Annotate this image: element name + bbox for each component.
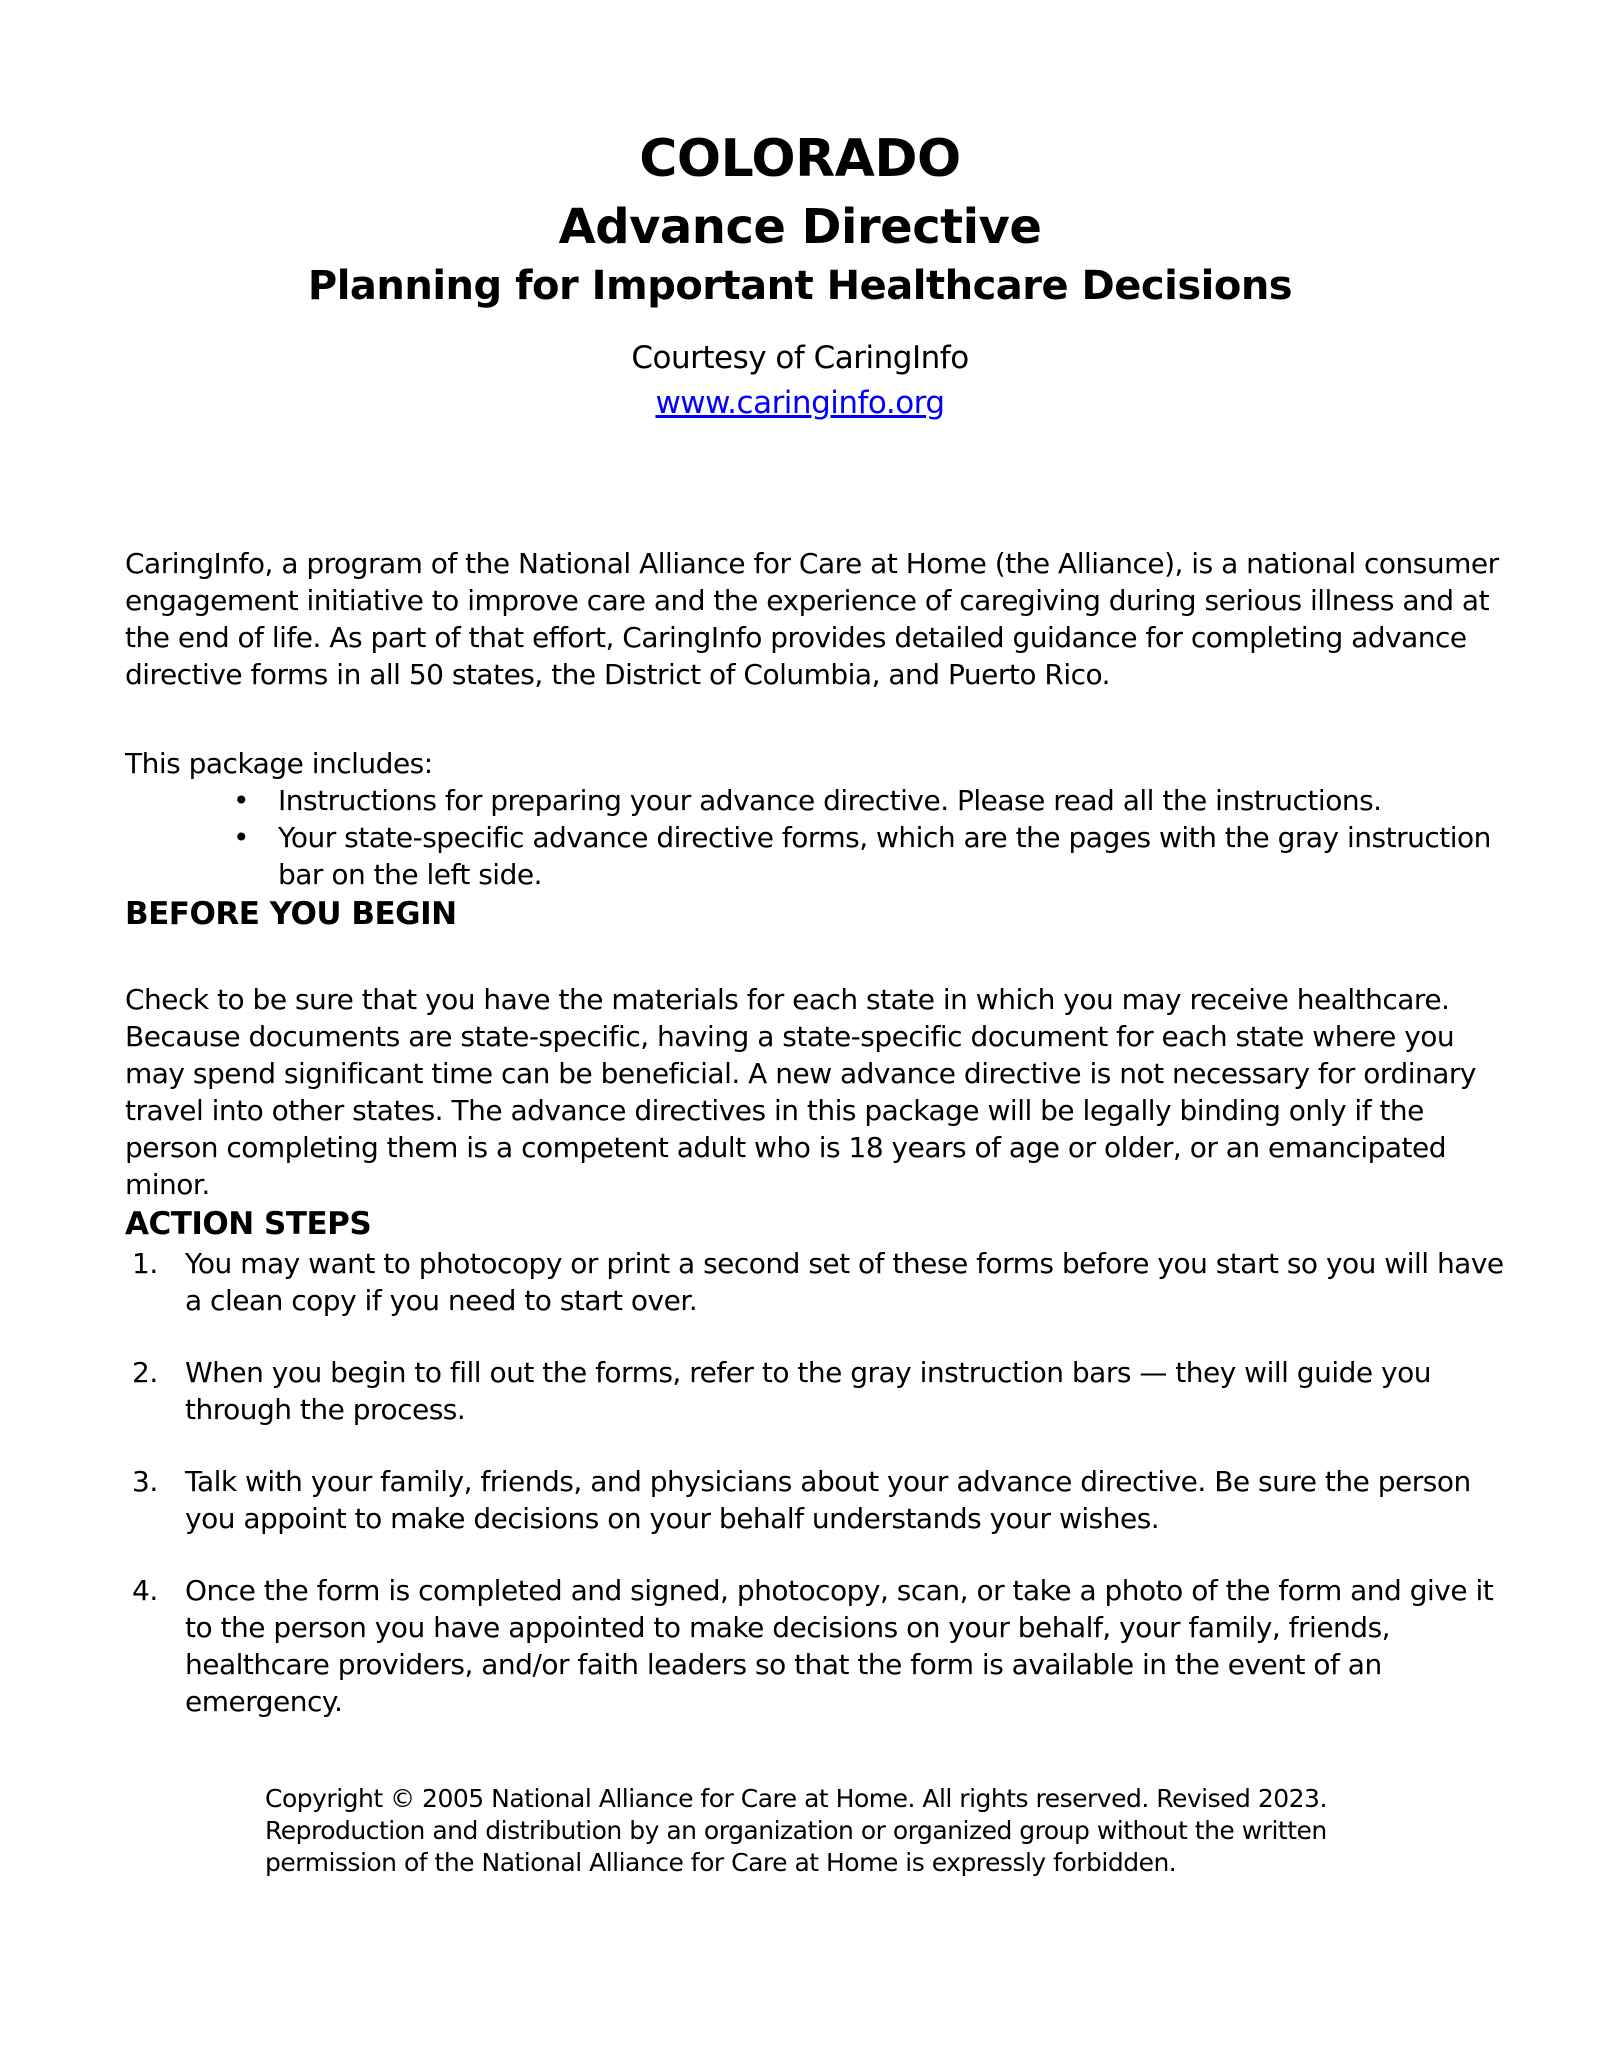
action-step-number: 2. [132, 1356, 158, 1389]
copyright-line: Reproduction and distribution by an organization or organized group without the written [265, 1816, 1327, 1845]
before-you-begin-paragraph: Check to be sure that you have the materials for each state in which you may receive healthcare. Because documents are state-specific, having a state-specific document for each state where you may spend significant time can be beneficial. A new advance directive is not necessary for ordinary travel into other states. The advance directives in this package will be legally binding only if the person completing them is a competent adult who is 18 years of age or older, or an emancipated minor. [125, 983, 1476, 1201]
action-step-number: 3. [132, 1465, 158, 1498]
package-bullet-list [125, 782, 1505, 893]
before-you-begin-heading: BEFORE YOU BEGIN [125, 896, 457, 932]
action-step-text: When you begin to fill out the forms, refer to the gray instruction bars — they will guide you through the process. [185, 1356, 1431, 1426]
bullet-text: Your state-specific advance directive forms, which are the pages with the gray instruction bar on the left side. [278, 821, 1491, 891]
bullet-item [233, 782, 1505, 819]
copyright-line: permission of the National Alliance for Care at Home is expressly forbidden. [265, 1848, 1177, 1877]
intro-paragraph: CaringInfo, a program of the National Alliance for Care at Home (the Alliance), is a national consumer engagement initiative to improve care and the experience of caregiving during serious illness and at the end of life. As part of that effort, CaringInfo provides detailed guidance for completing advance directive forms in all 50 states, the District of Columbia, and Puerto Rico. [125, 547, 1499, 691]
action-step-text: Talk with your family, friends, and physicians about your advance directive. Be sure the person you appoint to make decisions on your behalf understands your wishes. [185, 1465, 1471, 1535]
action-step-item [132, 1463, 1505, 1537]
action-step-item [132, 1354, 1505, 1428]
action-steps-list [125, 1245, 1505, 1720]
copyright-line: Copyright © 2005 National Alliance for Care at Home. All rights reserved. Revised 2023. [265, 1784, 1327, 1813]
bullet-icon: • [233, 784, 250, 817]
action-step-item [132, 1245, 1505, 1319]
action-step-text: You may want to photocopy or print a second set of these forms before you start so you will have a clean copy if you need to start over. [185, 1247, 1504, 1317]
copyright-notice [265, 1783, 1505, 1879]
link-line [125, 381, 1475, 425]
bullet-text: Instructions for preparing your advance directive. Please read all the instructions. [278, 784, 1382, 817]
action-step-item [132, 1572, 1505, 1720]
bullet-item [233, 819, 1505, 893]
courtesy-line: Courtesy of CaringInfo [631, 340, 969, 376]
state-title: COLORADO [639, 129, 961, 189]
action-step-text: Once the form is completed and signed, photocopy, scan, or take a photo of the form and give it to the person you have appointed to make decisions on your behalf, your family, friends, healthcare providers, and/or faith leaders so that the form is available in the event of an emergency. [185, 1574, 1494, 1718]
document-title: Advance Directive [558, 199, 1042, 255]
action-step-number: 1. [132, 1247, 158, 1280]
document-subtitle: Planning for Important Healthcare Decisions [307, 263, 1293, 309]
bullet-icon: • [233, 821, 250, 854]
action-step-number: 4. [132, 1574, 158, 1607]
package-lead: This package includes: [125, 747, 433, 780]
title-block [125, 128, 1475, 425]
caringinfo-link[interactable]: www.caringinfo.org [655, 385, 945, 421]
action-steps-heading: ACTION STEPS [125, 1206, 372, 1242]
